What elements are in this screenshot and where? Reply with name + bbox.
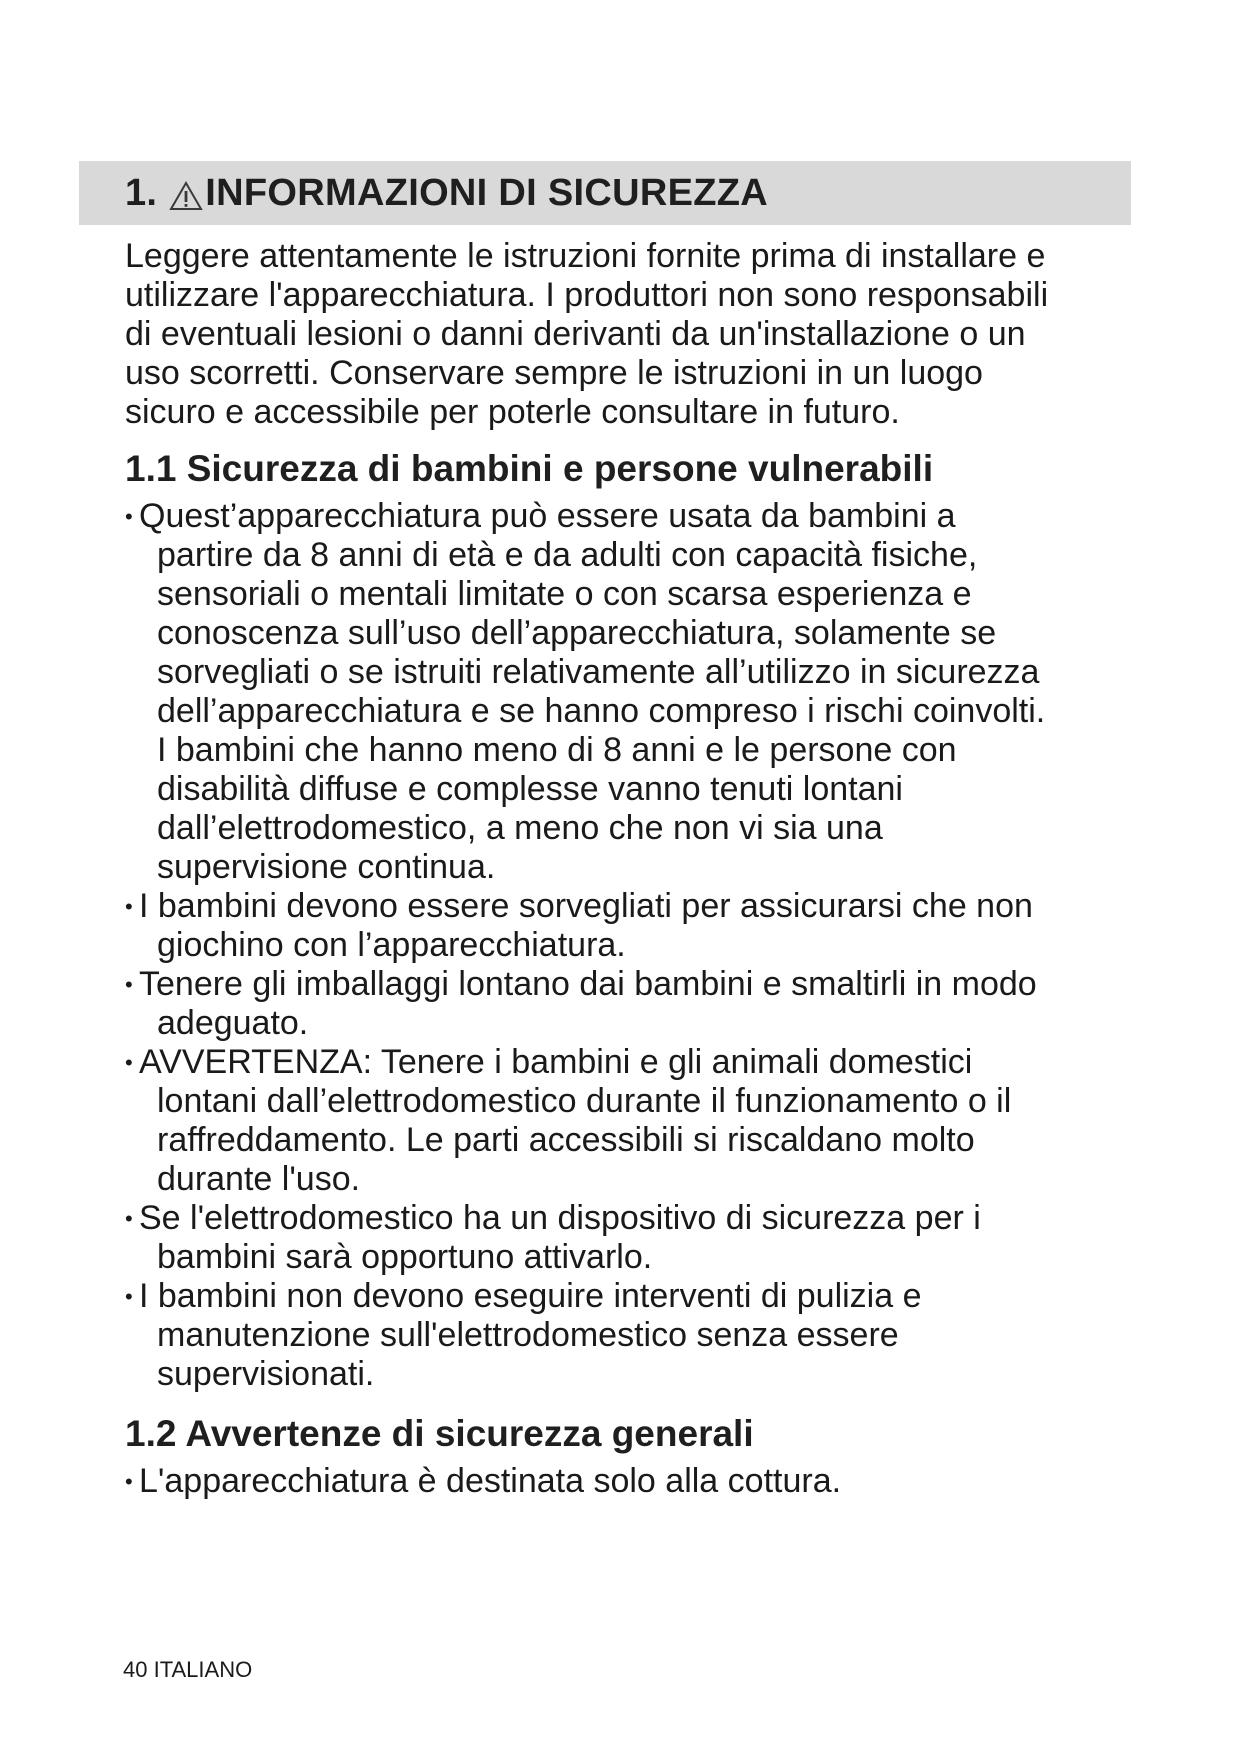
subsection-heading-1-1: 1.1 Sicurezza di bambini e persone vulnerabili xyxy=(125,448,934,489)
list-item-line: durante l'uso. xyxy=(157,1160,361,1198)
section-title-text: INFORMAZIONI DI SICUREZZA xyxy=(205,171,768,214)
intro-line: di eventuali lesioni o danni derivanti da un'installazione o un xyxy=(125,315,1026,353)
list-item xyxy=(125,965,1135,1043)
page-footer: 40 ITALIANO xyxy=(123,1657,253,1682)
child-safety-list xyxy=(125,497,1135,1394)
section-title xyxy=(125,172,768,215)
list-item xyxy=(125,497,1135,887)
list-item xyxy=(125,1462,1135,1501)
intro-line: sicuro e accessibile per poterle consultare in futuro. xyxy=(125,393,900,431)
list-item-line: I bambini che hanno meno di 8 anni e le persone con xyxy=(157,731,957,769)
intro-line: utilizzare l'apparecchiatura. I produttori non sono responsabili xyxy=(125,276,1049,314)
list-item xyxy=(125,1199,1135,1277)
list-item-line: manutenzione sull'elettrodomestico senza essere xyxy=(157,1316,899,1354)
intro-paragraph xyxy=(125,237,1135,432)
general-safety-list xyxy=(125,1462,1135,1501)
list-item-line: dall’elettrodomestico, a meno che non vi sia una xyxy=(157,809,883,847)
list-item xyxy=(125,1043,1135,1199)
list-item-line: conoscenza sull’uso dell’apparecchiatura, solamente se xyxy=(157,614,997,652)
list-item-line: dell’apparecchiatura e se hanno compreso i rischi coinvolti. xyxy=(157,692,1046,730)
list-item-line: supervisione continua. xyxy=(157,848,496,886)
list-item-line: raffreddamento. Le parti accessibili si riscaldano molto xyxy=(157,1121,975,1159)
list-item-line: disabilità diffuse e complesse vanno tenuti lontani xyxy=(157,770,903,808)
list-item-line: • I bambini devono essere sorvegliati per assicurarsi che non xyxy=(139,887,1033,925)
section-header-bar xyxy=(79,161,1131,225)
intro-line: Leggere attentamente le istruzioni fornite prima di installare e xyxy=(125,237,1046,275)
list-item-line: sensoriali o mentali limitate o con scarsa esperienza e xyxy=(157,575,972,613)
list-item-line: • I bambini non devono eseguire interventi di pulizia e xyxy=(139,1277,922,1315)
list-item-line: lontani dall’elettrodomestico durante il funzionamento o il xyxy=(157,1082,1012,1120)
list-item-line: partire da 8 anni di età e da adulti con capacità fisiche, xyxy=(157,536,978,574)
list-item-line: • Tenere gli imballaggi lontano dai bambini e smaltirli in modo xyxy=(139,965,1037,1003)
list-item-line: sorvegliati o se istruiti relativamente all’utilizzo in sicurezza xyxy=(157,653,1040,691)
list-item xyxy=(125,1277,1135,1394)
page-content xyxy=(125,237,1135,1501)
intro-line: uso scorretti. Conservare sempre le istruzioni in un luogo xyxy=(125,354,983,392)
list-item-line: • Se l'elettrodomestico ha un dispositivo di sicurezza per i xyxy=(139,1199,981,1237)
list-item-line: bambini sarà opportuno attivarlo. xyxy=(157,1238,653,1276)
list-item-line: • L'apparecchiatura è destinata solo alla cottura. xyxy=(139,1462,842,1500)
warning-triangle-icon xyxy=(169,178,203,208)
list-item-line: adeguato. xyxy=(157,1004,309,1042)
list-item-line: • Quest’apparecchiatura può essere usata da bambini a xyxy=(139,497,956,535)
subsection-heading-1-2: 1.2 Avvertenze di sicurezza generali xyxy=(125,1413,754,1454)
section-number: 1. xyxy=(125,171,158,214)
list-item-line: giochino con l’apparecchiatura. xyxy=(157,926,626,964)
list-item-line: • AVVERTENZA: Tenere i bambini e gli animali domestici xyxy=(139,1043,973,1081)
list-item xyxy=(125,887,1135,965)
list-item-line: supervisionati. xyxy=(157,1355,375,1393)
